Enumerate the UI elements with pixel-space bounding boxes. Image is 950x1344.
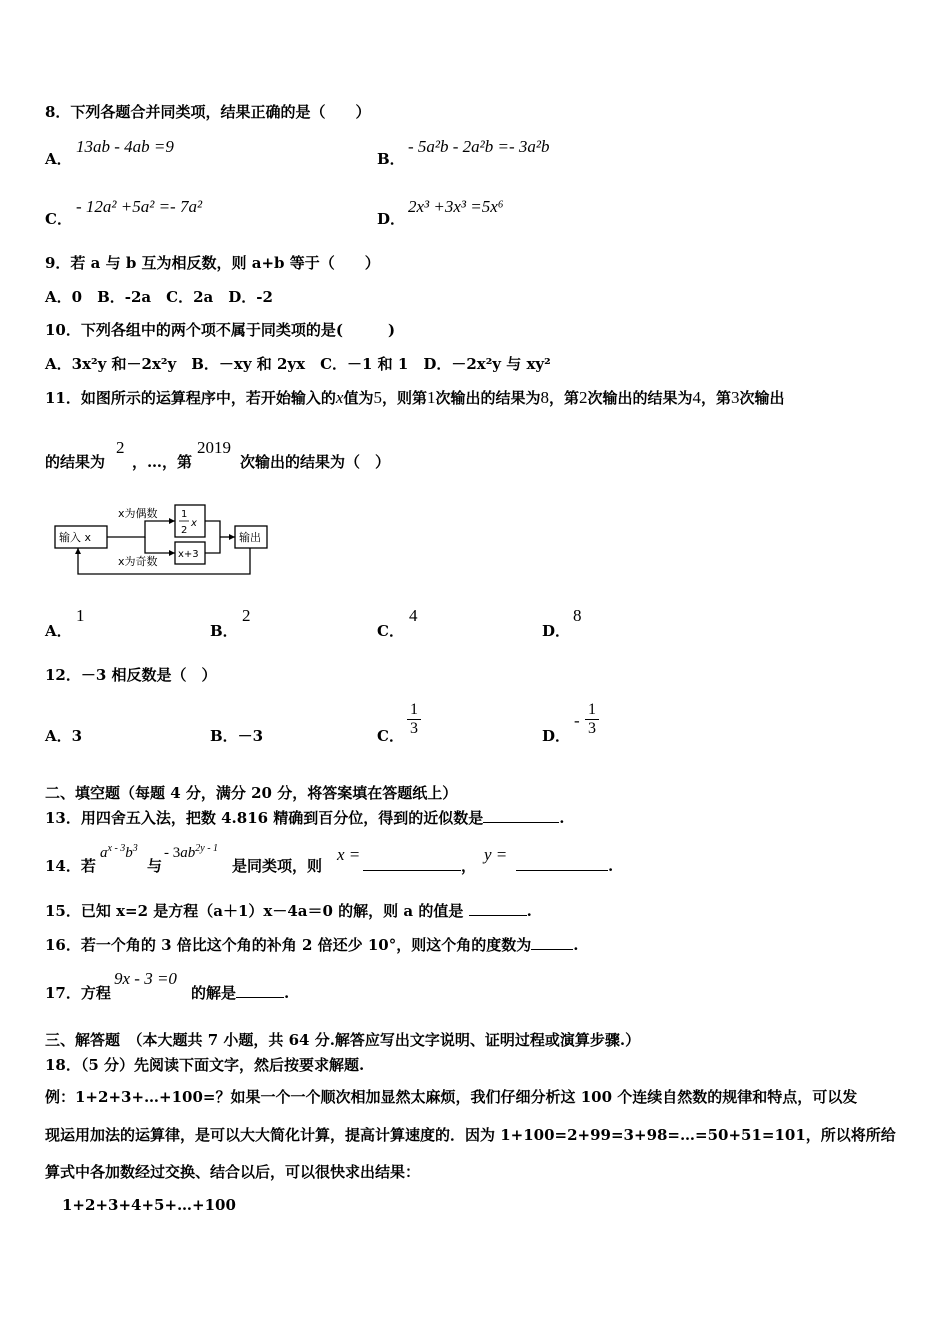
q12-stem: 12．－3 相反数是（ ） [45,666,217,684]
q15: 15．已知 x=2 是方程（a＋1）x－4a＝0 的解，则 a 的值是 . [45,902,532,920]
flow-half-var: x [191,518,197,529]
q12-d-label: D． [542,727,571,745]
q11-result-2: 2 [116,438,125,457]
q13: 13．用四舍五入法，把数 4.816 精确到百分位，得到的近似数是 . [45,809,565,827]
q14-x-eq: x = [337,845,361,864]
section-3-heading: 三、解答题 （本大题共 7 小题，共 64 分.解答应写出文字说明、证明过程或演算步骤.） [45,1031,641,1049]
flow-merge-line [205,521,220,553]
flow-loop-back-arrow [78,548,250,574]
q18-example-line3: 算式中各加数经过交换、结合以后，可以很快求出结果： [45,1163,421,1181]
q18-example-sum: 1+2+3+4+5+…+100 [62,1196,236,1214]
q8-c-expr: - 12a² +5a² =- 7a² [76,197,203,216]
q8-c-label: C． [45,210,72,228]
q17-a: 17．方程 [45,984,111,1002]
flow-odd-arrow [145,537,175,553]
flow-output-label: 输出 [239,531,261,544]
flow-even-arrow [107,521,175,537]
q11-b-value: 2 [242,606,251,625]
flow-input-label: 输入 x [59,531,92,544]
q12-d-fraction: 1 3 [585,701,599,738]
q11-d-label: D． [542,622,571,640]
q10-options: A．3x²y 和－2x²y B．－xy 和 2yx C．－1 和 1 D．－2x²y 与 xy² [45,355,551,373]
q8-d-label: D． [377,210,406,228]
q11-c-label: C． [377,622,404,640]
q11-c-value: 4 [409,606,418,625]
section-2-heading: 二、填空题（每题 4 分，满分 20 分，将答案填在答题纸上） [45,784,458,802]
q8-b-expr: - 5a²b - 2a²b =- 3a²b [408,137,550,156]
q14-y-blank[interactable]: . [516,856,613,876]
q11-d-value: 8 [573,606,582,625]
q9-stem: 9．若 a 与 b 互为相反数，则 a+b 等于（ ） [45,254,380,272]
q14-term1: $a^{x - 3}b^3$ [100,843,138,861]
q14-c: 是同类项，则 [232,857,323,875]
q11-b-label: B． [210,622,238,640]
flow-half-den: 2 [181,525,188,536]
flow-plus3-label: x+3 [178,549,199,560]
q12-a: A．3 [45,727,83,745]
q12-b: B．－3 [210,727,264,745]
flow-odd-label: x为奇数 [118,555,158,568]
q12-c-fraction: 1 3 [407,701,421,738]
q14-b: 与 [147,857,163,875]
q9-options: A．0 B．-2a C．2a D．-2 [45,288,273,306]
q11-a-label: A． [45,622,72,640]
q12-c-label: C． [377,727,404,745]
q8-a-label: A． [45,150,72,168]
q8-a-expr: 13ab - 4ab =9 [76,137,174,156]
q11-line2b: ，…，第 [132,453,193,471]
q14-term2: - $3ab^{2y - 1}$ [164,843,219,861]
q14-a: 14．若 [45,857,96,875]
q11-line2a: 的结果为 [45,453,106,471]
q8-d-expr: 2x³ +3x³ =5x⁶ [408,197,504,216]
q11-a-value: 1 [76,606,85,625]
q17-b: 的解是 . [191,984,290,1002]
flow-even-label: x为偶数 [118,507,158,520]
q11-n2019: 2019 [197,438,231,457]
q17-equation: 9x - 3 =0 [114,969,177,988]
flow-half-num: 1 [181,509,188,520]
q10-stem: 10．下列各组中的两个项不属于同类项的是( ) [45,321,396,339]
q14-y-eq: y = [484,845,508,864]
q11-line1: 11．如图所示的运算程序中，若开始输入的x值为5，则第1次输出的结果为8，第2次输出的结果为4，第3次输出 [45,388,785,407]
q18-stem: 18．（5 分）先阅读下面文字，然后按要求解题. [45,1056,365,1074]
q8-b-label: B． [377,150,405,168]
q18-example-line1: 例：1+2+3+…+100=？如果一个一个顺次相加显然太麻烦，我们仔细分析这 100 个连续自然数的规律和特点，可以发 [45,1088,858,1106]
q16: 16．若一个角的 3 倍比这个角的补角 2 倍还少 10°，则这个角的度数为 . [45,936,579,954]
q11-line2c: 次输出的结果为（ ） [240,453,391,471]
q14-x-blank[interactable]: ， [363,856,476,876]
flowchart-diagram [50,500,280,582]
q12-d-sign: - [574,711,580,730]
q8-stem: 8．下列各题合并同类项，结果正确的是（ ） [45,103,371,121]
q18-example-line2: 现运用加法的运算律，是可以大大简化计算，提高计算速度的．因为 1+100=2+99=3+98=…=50+51=101，所以将所给 [45,1126,896,1144]
